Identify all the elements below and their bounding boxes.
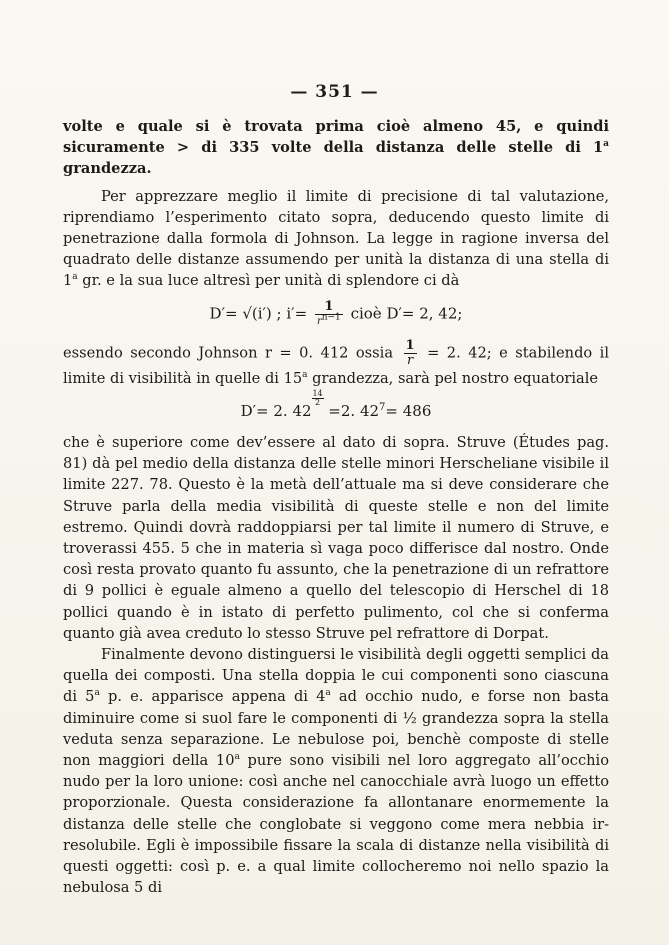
fraction: $\frac{1}{r}$ — [405, 337, 415, 368]
paragraph-3: essendo secondo Johnson r = 0. 412 ossia $\frac{1}{r}$ = 2. 42; e stabilendo il limite di visibilità in quelle di 15$^a$ grandezza, sarà pel nostro equatoriale — [63, 337, 610, 387]
paragraph-2: Per apprezzare meglio il limite di precisione di tal valutazione, riprendiamo l’esperimento citato sopra, deducendo questo limite di penetrazione dalla formola di Johnson. La legge in ragione inversa del quadrato delle distanze assumendo per unità la distanza di una stella di 1$^a$ gr. e la sua luce altresì per unità di splendore ci dà — [63, 187, 609, 290]
paragraph-1: volte e quale si è trovata prima cioè almeno 45, e quindi sicuramente > di 335 volte della distanza delle stelle di 1$^a$ grandezza. — [63, 118, 609, 178]
equation-1: D′= √(i′) ; i′= $\frac{1}{r^{n-1}}$ cioè D′= 2, 42; — [209, 298, 463, 327]
page-number: — 351 — — [290, 82, 379, 102]
paragraph-5: Finalmente devono distinguersi le visibilità degli oggetti semplici da quella dei composti. Una stella doppia le cui componenti sono ciascuna di 5$^a$ p. e. apparisce appena di 4$^a$ ad occhio nudo, e forse non basta diminuire come si suol fare le componenti di ½ grandezza sopra la stella veduta senza separazione. Le nebulose poi, benchè composte di stelle non maggiori della 10$^a$ pure sono visibili nel loro aggregato all’occhio nudo per la loro unione: così anche nel canocchiale avrà luogo un effetto proporzionale. Questa considerazione fa allontanare enormemente la distanza delle stelle che conglobate si veggono come mera nebbia irresolubile. Egli è impossibile fissare la scala di distanze nella visibilità di questi oggetti: così p. e. a qual limite collocheremo noi nello spazio la nebulosa 5 di — [63, 646, 609, 897]
equation-2: D′= 2. 42 $\frac{14}{2}$ =2. $42^7= 486$ — [240, 388, 432, 420]
body-text — [63, 116, 609, 899]
fraction: $\frac{1}{r^{n-1}}$ — [316, 298, 341, 327]
paragraph-4: che è superiore come dev’essere al dato di sopra. Struve (Études pag. 81) dà pel medio della distanza delle stelle minori Herscheliane visibile il limite 227. 78. Questo è la metà dell’attuale ma si deve considerare che Struve parla della media visibilità di queste stelle e non del limite estremo. Quindi dovrà raddoppiarsi per tal limite il numero di Struve, e troverassi 455. 5 che in materia sì vaga poco differisce dal nostro. Onde così resta provato quanto fu assunto, che la penetrazione di un refrattore di 9 pollici è eguale almeno a quello del telescopio di Herschel di 18 pollici quando è in istato di perfetto pulimento, col che si conferma quanto già avea creduto lo stesso Struve pel refrattore di Dorpat. — [63, 434, 609, 642]
exponent-fraction: $\frac{14}{2}$ — [312, 388, 323, 407]
